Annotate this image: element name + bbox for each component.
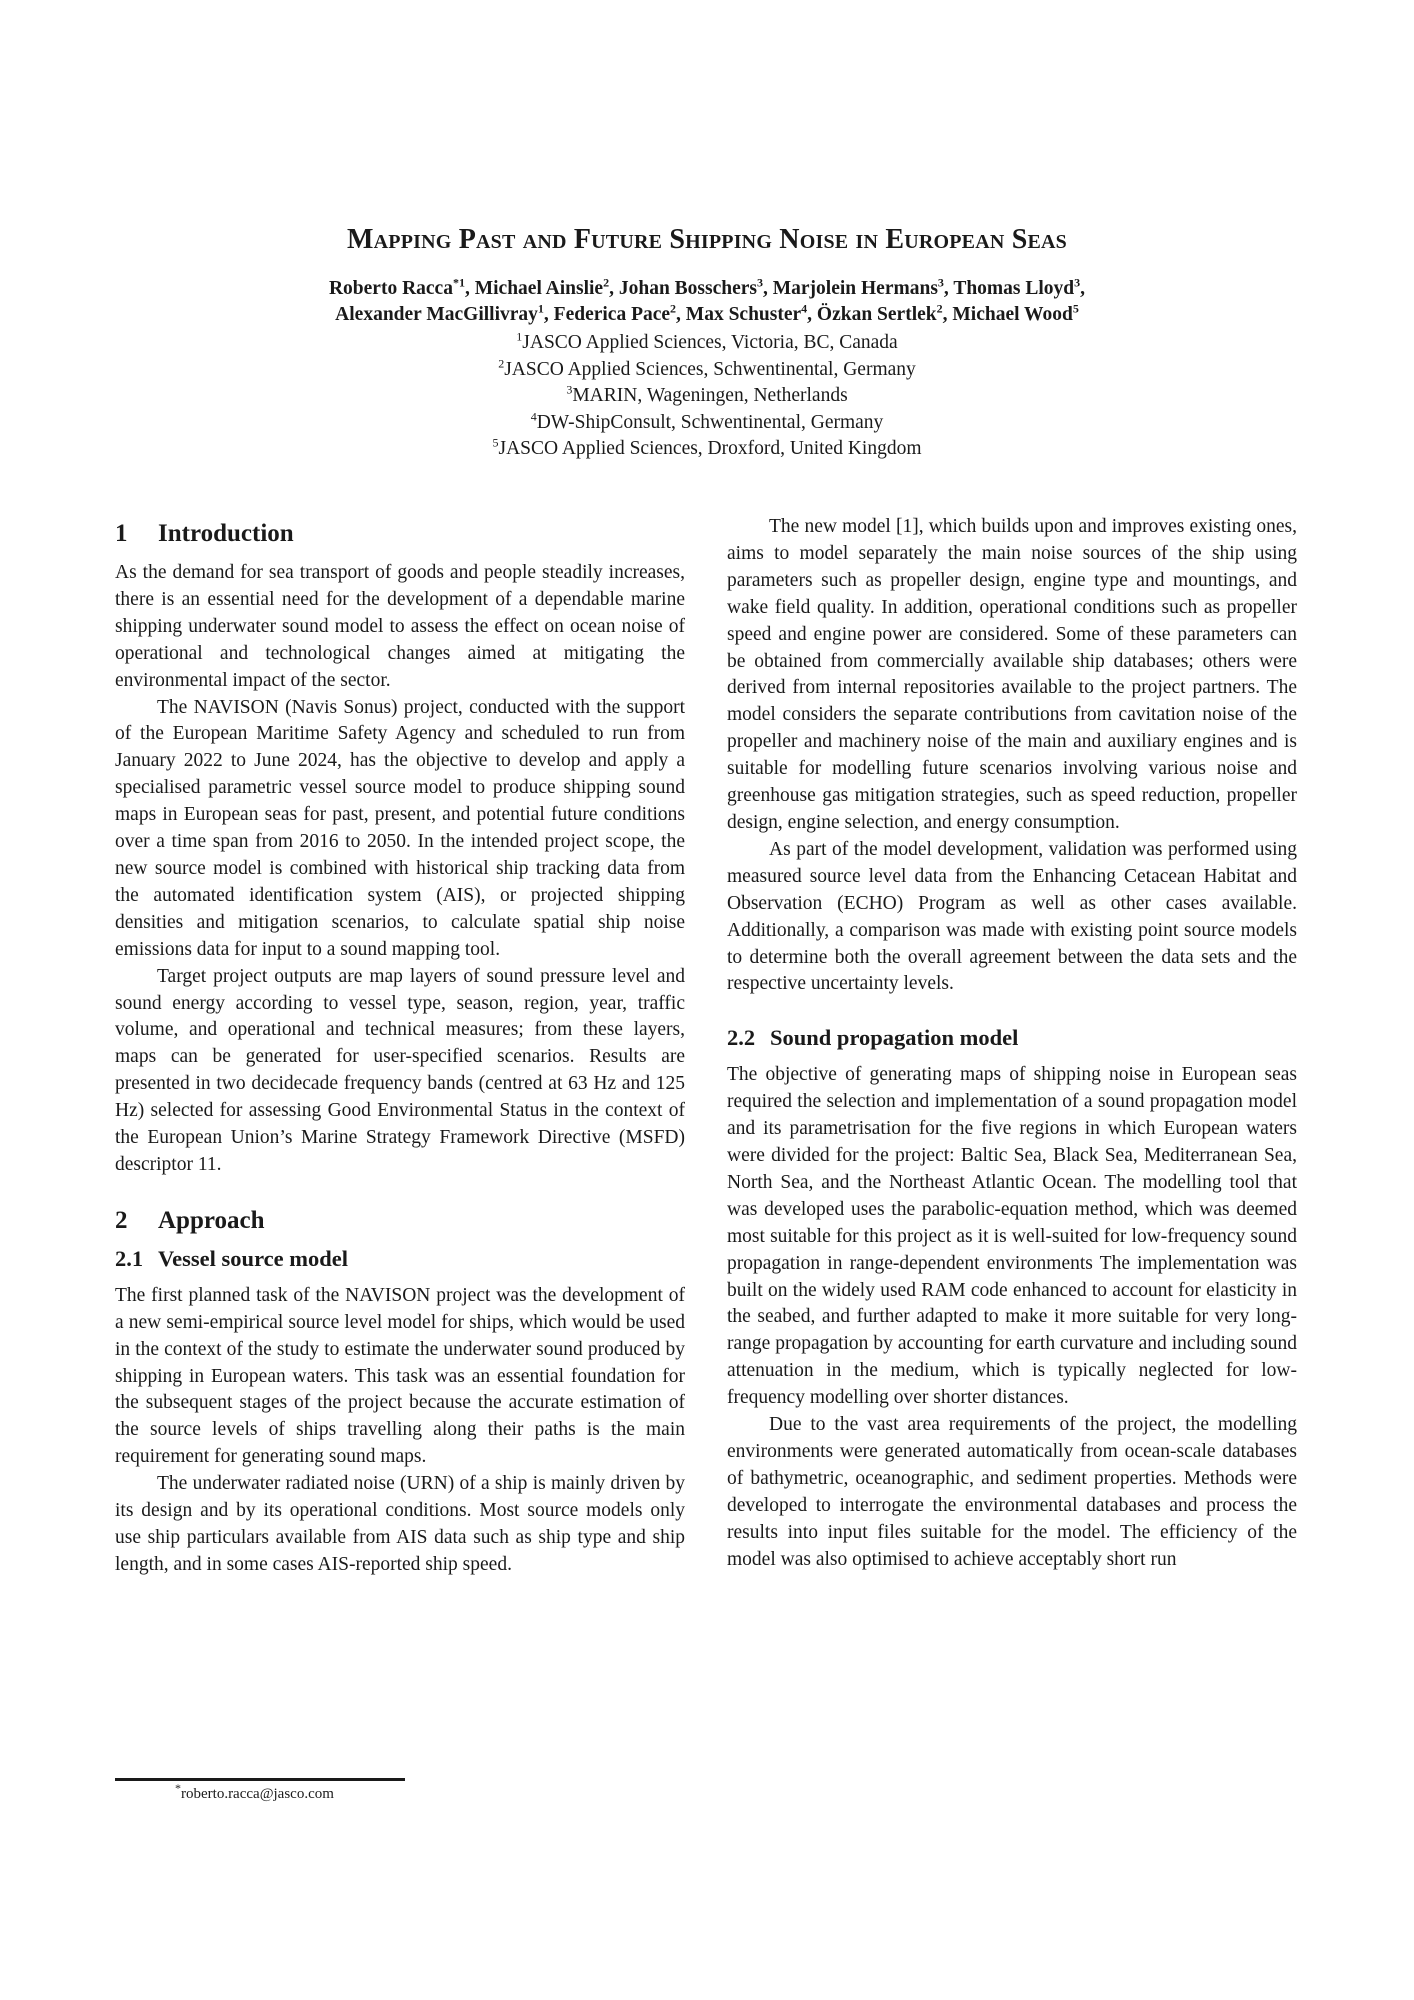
paragraph: The underwater radiated noise (URN) of a ship is mainly driven by its design and by its operational conditions. Most source models only use ship particulars available from AIS data such as ship type and ship length, and in some cases AIS-reported ship speed. bbox=[115, 1473, 685, 1575]
affiliation-list bbox=[0, 330, 1414, 463]
author: Alexander MacGillivray$^1$, bbox=[335, 301, 554, 325]
paragraph: As the demand for sea transport of goods and people steadily increases, there is an essential need for the development of a dependable marine shipping underwater sound model to assess the effect on ocean noise of operational and technological changes aimed at mitigating the environmental impact of the sector. bbox=[115, 562, 685, 691]
author-line-1 bbox=[0, 276, 1414, 302]
paragraph: As part of the model development, validation was performed using measured source level data from the Enhancing Cetacean Habitat and Observation (ECHO) Program as well as other cases available. Additionally, a comparison was made with existing point source models to determine both the overall agreement between the data sets and the respective uncertainty levels. bbox=[727, 838, 1297, 995]
affiliation: $^3$MARIN, Wageningen, Netherlands bbox=[566, 382, 848, 406]
author: Federica Pace$^2$, bbox=[553, 301, 686, 325]
affiliation: $^5$JASCO Applied Sciences, Droxford, United Kingdom bbox=[492, 435, 922, 459]
author: Michael Wood$^5$ bbox=[952, 301, 1079, 325]
author: Max Schuster$^4$, bbox=[685, 301, 817, 325]
footnote-rule bbox=[115, 1778, 405, 1781]
author: Roberto Racca$^{*1}$, bbox=[328, 275, 475, 299]
section-heading-introduction: 1 Introduction bbox=[115, 520, 294, 547]
affiliation: $^2$JASCO Applied Sciences, Schwentinental, Germany bbox=[498, 356, 916, 380]
author: Marjolein Hermans$^3$, bbox=[772, 275, 954, 299]
paragraph: Target project outputs are map layers of sound pressure level and sound energy according to vessel type, season, region, year, traffic volume, and operational and technical measures; from these layers, maps can be generated for user-specified scenarios. Results are presented in two decidecade frequency bands (centred at 63 Hz and 125 Hz) selected for assessing Good Environmental Status in the context of the European Union’s Marine Strategy Framework Directive (MSFD) descriptor 11. bbox=[115, 965, 685, 1175]
author-line-2 bbox=[0, 302, 1414, 328]
section-heading-approach: 2 Approach bbox=[115, 1206, 265, 1234]
paragraph: The new model [1], which builds upon and improves existing ones, aims to model separately the main noise sources of the ship using parameters such as propeller design, engine type and mountings, and wake field quality. In addition, operational conditions such as propeller speed and engine power are considered. Some of these parameters can be obtained from commercially available ship databases; others were derived from internal repositories available to the project partners. The model considers the separate contributions from cavitation noise of the propeller and machinery noise of the main and auxiliary engines and is suitable for modelling future scenarios involving various noise and greenhouse gas mitigation strategies, such as speed reduction, propeller design, engine selection, and energy consumption. bbox=[727, 516, 1297, 833]
author: Thomas Lloyd$^3$, bbox=[953, 275, 1086, 299]
paper-title: Mapping Past and Future Shipping Noise in European Seas bbox=[347, 224, 1067, 255]
subsection-heading-sound-propagation-model: 2.2 Sound propagation model bbox=[727, 1025, 1019, 1051]
left-column bbox=[115, 514, 685, 1579]
author: Michael Ainslie$^2$, bbox=[474, 275, 619, 299]
paragraph: The first planned task of the NAVISON project was the development of a new semi-empirical source level model for ships, which would be used in the context of the study to estimate the underwater sound produced by shipping in European waters. This task was an essential foundation for the subsequent stages of the project because the accurate estimation of the source levels of ships travelling along their paths is the main requirement for generating sound maps. bbox=[115, 1284, 685, 1468]
right-column bbox=[727, 514, 1297, 1574]
paragraph: The objective of generating maps of shipping noise in European seas required the selection and implementation of a sound propagation model and its parametrisation for the five regions in which European waters were divided for the project: Baltic Sea, Black Sea, Mediterranean Sea, North Sea, and the Northeast Atlantic Ocean. The modelling tool that was developed uses the parabolic-equation method, which was deemed most suitable for this project as it is well-suited for low-frequency sound propagation in range-dependent environments The implementation was built on the widely used RAM code enhanced to account for elasticity in the seabed, and further adapted to make it more suitable for very long-range propagation by accounting for earth curvature and including sound attenuation in the medium, which is typically neglected for low-frequency modelling over shorter distances. bbox=[727, 1064, 1297, 1409]
paragraph: Due to the vast area requirements of the project, the modelling environments were generated automatically from ocean-scale databases of bathymetric, oceanographic, and sediment properties. Methods were developed to interrogate the environmental databases and process the results into input files suitable for the model. The efficiency of the model was also optimised to achieve acceptably short run bbox=[727, 1414, 1297, 1570]
affiliation: $^4$DW-ShipConsult, Schwentinental, Germany bbox=[530, 409, 884, 433]
affiliation: $^1$JASCO Applied Sciences, Victoria, BC, Canada bbox=[516, 329, 898, 353]
subsection-heading-vessel-source-model: 2.1 Vessel source model bbox=[115, 1245, 348, 1271]
author: Johan Bosschers$^3$, bbox=[618, 275, 773, 299]
paragraph: The NAVISON (Navis Sonus) project, conducted with the support of the European Maritime Safety Agency and scheduled to run from January 2022 to June 2024, has the objective to develop and apply a specialised parametric vessel source model to produce shipping sound maps in European seas for past, present, and potential future conditions over a time span from 2016 to 2050. In the intended project scope, the new source model is combined with historical ship tracking data from the automated identification system (AIS), or projected shipping densities and mitigation scenarios, to calculate spatial ship noise emissions data for input to a sound mapping tool. bbox=[115, 696, 685, 960]
author: Özkan Sertlek$^2$, bbox=[816, 301, 953, 325]
footnote-email: *roberto.racca@jasco.com bbox=[175, 1781, 334, 1802]
author-list bbox=[0, 276, 1414, 328]
